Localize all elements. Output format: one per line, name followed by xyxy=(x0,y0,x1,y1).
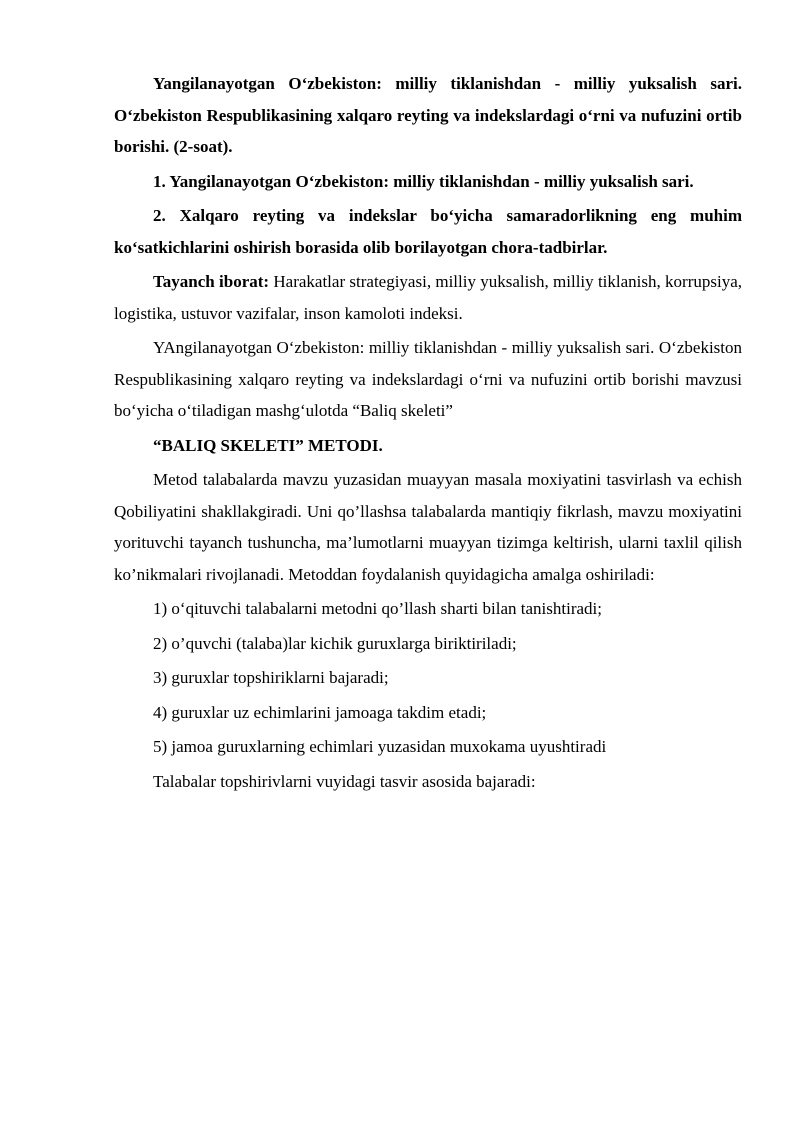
step-item: 4) guruxlar uz echimlarini jamoaga takdim etadi; xyxy=(153,702,487,722)
step-item: 1) o‘qituvchi talabalarni metodni qo’llash sharti bilan tanishtiradi; xyxy=(153,599,602,618)
step-item: 2) o’quvchi (talaba)lar kichik guruxlarga biriktiriladi; xyxy=(153,633,517,653)
method-description: Metod talabalarda mavzu yuzasidan muayyan masala moxiyatini tasvirlash va echish Qobiliyatini shakllakgiradi. Uni qo’llashsa talabalarda mantiqiy fikrlash, mavzu moxiyatini yorituvchi tayanch tushuncha, ma’lumotlarni muayyan tizimga keltirish, ularni taxlil qilish ko’nikmalari rivojlanadi. Metoddan foydalanish quyidagicha amalga oshiriladi: xyxy=(114,470,742,584)
key-concepts xyxy=(114,266,742,329)
topic-2-number: 2. xyxy=(153,206,166,225)
topic-1-text: Yangilanayotgan O‘zbekiston: milliy tiklanishdan - milliy yuksalish sari. xyxy=(169,171,694,191)
intro-paragraph: YAngilanayotgan O‘zbekiston: milliy tiklanishdan - milliy yuksalish sari. O‘zbekiston Respublikasining xalqaro reyting va indekslardagi o‘rni va nufuzini ortib borishi mavzusi bo‘yicha o‘tiladigan mashg‘ulotda “Baliq skeleti” xyxy=(114,338,742,420)
step-item: 5) jamoa guruxlarning echimlari yuzasidan muxokama uyushtiradi xyxy=(153,737,607,756)
topic-2-text: Xalqaro reyting va indekslar bo‘yicha samaradorlikning eng muhim ko‘satkichlarini oshirish borasida olib borilayotgan chora-tadbirlar. xyxy=(114,206,742,257)
key-concepts-text: Harakatlar strategiyasi, milliy yuksalish, milliy tiklanish, korrupsiya, logistika, ustuvor vazifalar, inson kamoloti indeksi. xyxy=(114,272,742,323)
document-page xyxy=(114,68,742,797)
topic-1-number: 1. xyxy=(153,171,166,191)
lesson-heading: Yangilanayotgan O‘zbekiston: milliy tiklanishdan - milliy yuksalish sari. O‘zbekiston Respublikasining xalqaro reyting va indekslardagi o‘rni va nufuzini ortib borishi. (2-soat). xyxy=(114,74,742,156)
method-title: “BALIQ SKELETI” METODI. xyxy=(153,435,383,455)
topic-1 xyxy=(114,166,742,198)
topic-2 xyxy=(114,200,742,263)
key-concepts-label: Tayanch iborat: xyxy=(153,272,270,291)
closing-instruction: Talabalar topshirivlarni vuyidagi tasvir asosida bajaradi: xyxy=(153,771,536,791)
step-item: 3) guruxlar topshiriklarni bajaradi; xyxy=(153,668,389,687)
